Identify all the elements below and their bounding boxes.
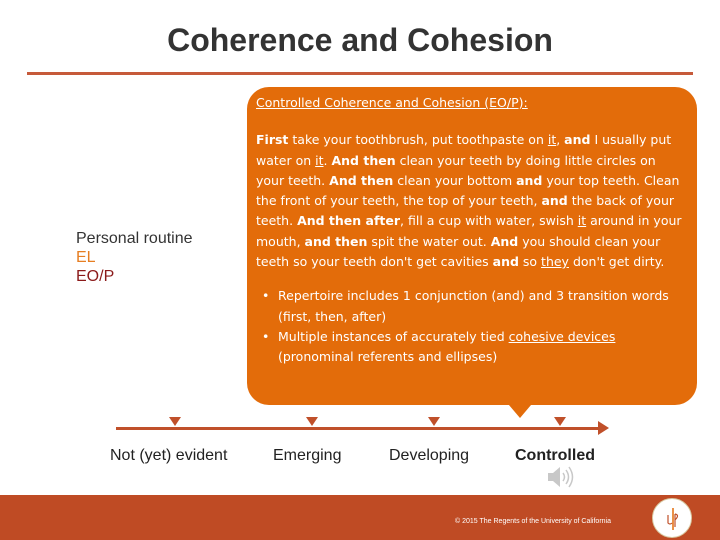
scale-tick (554, 417, 566, 426)
example-text-run: take your toothbrush, put toothpaste on (288, 132, 548, 148)
example-text-run: around in your mouth, (256, 213, 682, 249)
bullet-text-run: Repertoire includes 1 conjunction (and) and 3 transition words (first, then, after) (278, 288, 669, 324)
title-divider (27, 72, 693, 75)
example-text-run: clean your bottom (393, 172, 517, 188)
scale-tick (306, 417, 318, 426)
example-text-run: , fill a cup with water, swish (400, 213, 578, 229)
example-text-run: clean your teeth by doing little circles on your teeth. (256, 152, 656, 188)
example-text-run: it (315, 152, 324, 168)
example-text-run: your top teeth. Clean the front of your teeth, the top of your teeth, (256, 172, 680, 209)
callout-pointer (498, 392, 542, 418)
example-text-run: and (516, 172, 543, 188)
scale-tick (169, 417, 181, 426)
label-personal-routine: Personal routine (76, 230, 193, 247)
example-text-run: I usually put water on (256, 132, 672, 168)
up-logo-icon (652, 498, 692, 538)
callout-bullet-item (256, 327, 687, 368)
footer-bar (0, 495, 720, 540)
scale-line (116, 427, 600, 430)
example-text-run: it (547, 132, 557, 148)
scale-arrow-icon (598, 421, 609, 435)
example-text-run: they (541, 254, 569, 270)
example-text-run: And (490, 233, 519, 249)
side-labels (76, 229, 193, 286)
callout-box (247, 87, 697, 405)
speaker-icon[interactable] (546, 464, 576, 495)
label-eop: EO/P (76, 268, 115, 285)
label-el: EL (76, 249, 96, 266)
bullet-text-run: Multiple instances of accurately tied (278, 328, 509, 344)
scale-label-controlled: Controlled (515, 447, 595, 464)
example-text-run: And then after (297, 213, 401, 229)
example-text-run: and (564, 132, 591, 148)
example-text-run: don't get dirty. (568, 254, 665, 270)
callout-bullet-list (256, 286, 687, 367)
example-text-run: it (577, 213, 587, 229)
bullet-text-run: (pronominal referents and ellipses) (278, 349, 498, 365)
scale-label-developing: Developing (389, 447, 470, 464)
example-text-run: you should clean your teeth so your teeth don't get cavities (256, 233, 661, 270)
example-text-run: First (256, 132, 289, 148)
copyright-text: © 2015 The Regents of the University of California (455, 518, 611, 525)
scale-label-not-yet-evident: Not (yet) evident (110, 447, 228, 464)
example-text-run: and then (304, 233, 368, 249)
scale-label-emerging: Emerging (273, 447, 342, 464)
example-text-run: spit the water out. (367, 233, 491, 249)
example-text-run: , (556, 132, 565, 148)
example-text-run: and (492, 254, 519, 270)
bullet-text-run: cohesive devices (508, 328, 616, 344)
callout-example-text (256, 130, 687, 272)
slide-title: Coherence and Cohesion (167, 22, 553, 58)
callout-heading: Controlled Coherence and Cohesion (EO/P): (256, 95, 528, 110)
example-text-run: And then (331, 152, 396, 168)
example-text-run: and (541, 193, 568, 209)
example-text-run: And then (329, 172, 394, 188)
scale-tick (428, 417, 440, 426)
example-text-run: . (323, 152, 332, 168)
example-text-run: the back of your teeth. (256, 193, 675, 229)
callout-bullet-item (256, 286, 687, 327)
example-text-run: so (518, 254, 542, 270)
